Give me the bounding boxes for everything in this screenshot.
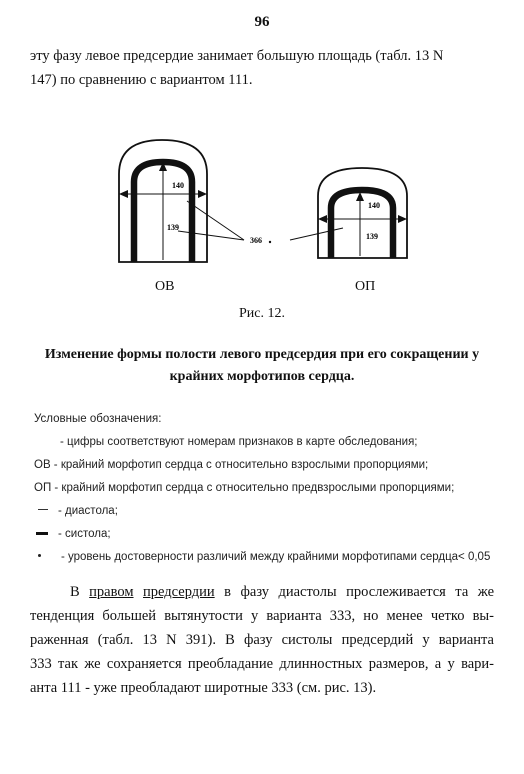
- underlined-right: правом: [89, 584, 134, 600]
- left-arrow-right: [198, 190, 207, 198]
- intro-line-1: эту фазу левое предсердие занимает большую площадь (табл. 13 N: [30, 48, 444, 64]
- legend-significance-row: [34, 548, 504, 571]
- diastole-line-icon: [38, 509, 48, 510]
- figure-12: [0, 138, 524, 298]
- legend: [34, 410, 504, 571]
- right-num-top: 140: [368, 201, 380, 210]
- legend-diastole-row: [34, 502, 504, 525]
- page-number: 96: [254, 14, 270, 30]
- body-paragraph: [30, 580, 494, 700]
- body-line-3: раженная (табл. 13 N 391). В фазу систолы предсердий у варианта: [30, 632, 494, 648]
- legend-digits: - цифры соответствуют номерам признаков в карте обследования;: [60, 436, 418, 448]
- figure-caption: Рис. 12.: [239, 306, 285, 321]
- right-arrow-left: [318, 215, 327, 223]
- body-line-1: В правом предсердии в фазу диастолы прослеживается та же: [70, 584, 495, 600]
- figure-title: [40, 344, 484, 388]
- figure-label-ov: ОВ: [155, 279, 175, 294]
- body-line-2: тенденция большей вытянутости у варианта 333, но менее четко вы-: [30, 608, 494, 624]
- intro-line-2: 147) по сравнению с вариантом 111.: [30, 72, 253, 88]
- figure-label-op: ОП: [355, 279, 376, 294]
- figure-title-line-2: крайних морфотипов сердца.: [169, 369, 355, 384]
- legend-systole-row: [34, 525, 504, 548]
- significance-dot-icon: [38, 554, 41, 557]
- legend-op: ОП - крайний морфотип сердца с относительно предвзрослыми пропорциями;: [34, 482, 455, 494]
- left-num-bottom: 139: [167, 223, 179, 232]
- underlined-atrium: предсердии: [143, 584, 215, 600]
- intro-paragraph: [30, 44, 490, 92]
- center-num: 366: [250, 236, 262, 245]
- right-atrium-shape: [318, 168, 407, 258]
- legend-ov: ОВ - крайний морфотип сердца с относительно взрослыми пропорциями;: [34, 459, 429, 471]
- legend-diastole: - диастола;: [58, 505, 118, 517]
- systole-line-icon: [36, 532, 48, 535]
- right-arrow-right: [398, 215, 407, 223]
- body-line-5: анта 111 - уже преобладают широтные 333 (см. рис. 13).: [30, 680, 377, 696]
- left-atrium-shape: [119, 140, 207, 262]
- right-num-bottom: 139: [366, 232, 378, 241]
- figure-title-line-1: Изменение формы полости левого предсердия при его сокращении у: [44, 347, 480, 362]
- legend-significance: - уровень достоверности различий между крайними морфотипами сердца< 0,05: [61, 551, 491, 563]
- legend-systole: - систола;: [58, 528, 111, 540]
- body-line-4: 333 так же сохраняется преобладание длинностных размеров, а у вари-: [30, 656, 494, 672]
- legend-heading: Условные обозначения:: [34, 413, 162, 425]
- left-arrow-left: [119, 190, 128, 198]
- center-dot: [269, 241, 271, 243]
- left-num-top: 140: [172, 181, 184, 190]
